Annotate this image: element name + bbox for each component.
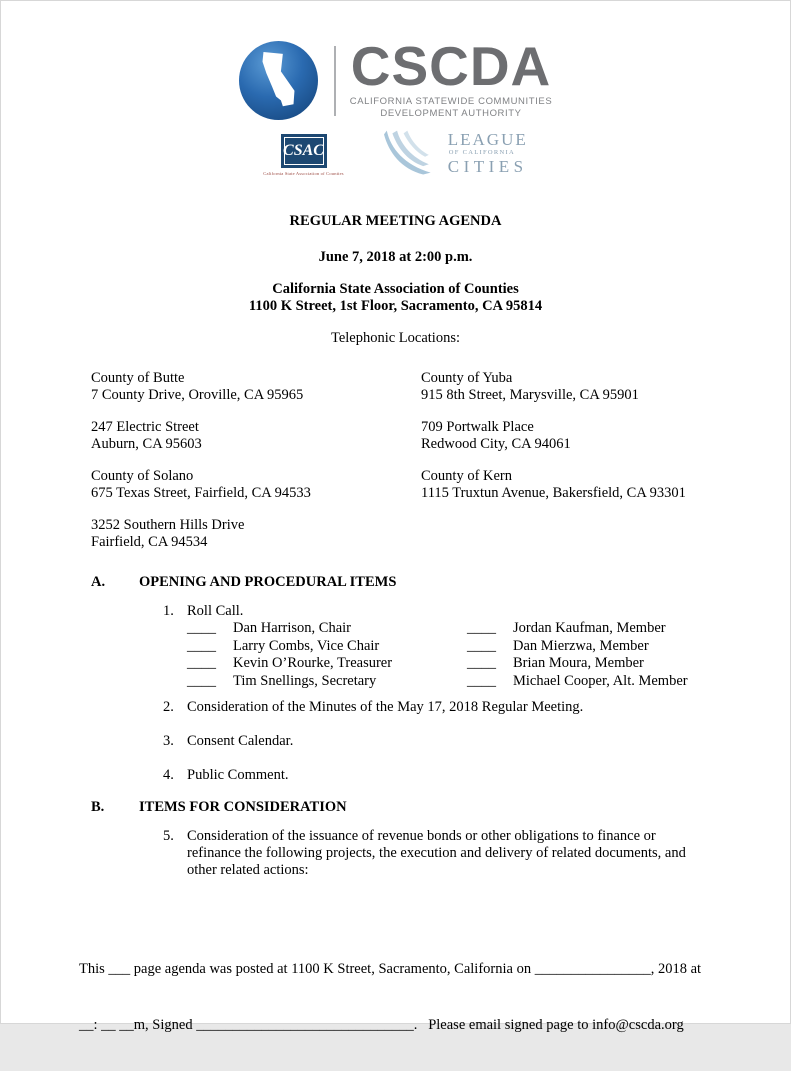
telephonic-locations-list	[91, 370, 790, 551]
item-number: 2.	[163, 699, 174, 715]
rollcall-blank: ____	[187, 637, 216, 654]
csac-caption: California State Association of Counties	[263, 171, 344, 176]
item-text: Roll Call.	[187, 603, 244, 619]
posting-note	[79, 923, 790, 1071]
cscda-logo	[1, 35, 790, 120]
venue-name: California State Association of Counties	[272, 281, 519, 297]
rollcall-blank: ____	[187, 655, 216, 671]
league-line1: LEAGUE	[447, 129, 528, 149]
posting-note-line2: __: __ __m, Signed ______________________________. Please email signed page to info@cscda.org	[79, 1016, 684, 1033]
meeting-venue	[1, 281, 790, 315]
meeting-datetime: June 7, 2018 at 2:00 p.m.	[318, 249, 473, 265]
roll-call-row	[187, 673, 790, 691]
item-number: 3.	[163, 733, 174, 749]
california-state-icon	[257, 50, 299, 112]
section-b-letter: B.	[91, 799, 105, 815]
agenda-item-1	[163, 603, 790, 620]
league-logo-text	[448, 131, 528, 176]
cscda-acronym: CSCDA	[350, 35, 552, 98]
location-cell: County of Butte 7 County Drive, Oroville, CA 95965	[91, 370, 304, 403]
location-cell: 247 Electric Street Auburn, CA 95603	[91, 419, 202, 452]
roll-call-row	[187, 638, 790, 656]
csac-logo-box: CSAC	[281, 134, 327, 168]
posting-note-line1: This ___ page agenda was posted at 1100 K Street, Sacramento, California on ________________, 2018 at	[79, 961, 702, 977]
venue-address: 1100 K Street, 1st Floor, Sacramento, CA 95814	[248, 298, 543, 314]
rollcall-blank: ____	[467, 620, 496, 636]
item-number: 1.	[163, 603, 174, 619]
location-cell: County of Kern 1115 Truxtun Avenue, Bakersfield, CA 93301	[421, 468, 686, 501]
section-a-letter: A.	[91, 574, 106, 590]
item-number: 5.	[163, 828, 174, 844]
csac-logo	[263, 134, 344, 176]
rollcall-name: Tim Snellings, Secretary	[233, 672, 377, 689]
cscda-tagline	[350, 96, 553, 120]
item-number: 4.	[163, 767, 174, 783]
roll-call-row	[187, 655, 790, 673]
rollcall-name: Dan Harrison, Chair	[233, 620, 351, 636]
rollcall-name: Brian Moura, Member	[513, 655, 644, 671]
roll-call-list	[187, 620, 790, 690]
rollcall-name: Kevin O’Rourke, Treasurer	[233, 655, 393, 671]
item-text: Consent Calendar.	[187, 733, 294, 749]
section-a-title: OPENING AND PROCEDURAL ITEMS	[139, 574, 397, 590]
item-text: Public Comment.	[187, 767, 289, 783]
rollcall-blank: ____	[467, 672, 496, 689]
rollcall-blank: ____	[467, 655, 496, 671]
roll-call-row	[187, 620, 790, 638]
league-of-california-cities-logo	[384, 129, 528, 177]
rollcall-name: Larry Combs, Vice Chair	[233, 637, 380, 654]
partner-logos	[1, 129, 790, 177]
rollcall-blank: ____	[467, 637, 496, 654]
location-cell: County of Solano 675 Texas Street, Fairfield, CA 94533	[91, 468, 311, 501]
location-cell: County of Yuba 915 8th Street, Marysville, CA 95901	[421, 370, 639, 403]
meeting-title: REGULAR MEETING AGENDA	[289, 213, 502, 229]
rollcall-blank: ____	[187, 620, 216, 636]
location-cell	[421, 517, 790, 551]
logo-divider	[334, 46, 336, 116]
section-b-title: ITEMS FOR CONSIDERATION	[139, 799, 347, 815]
rollcall-name: Michael Cooper, Alt. Member	[513, 672, 688, 689]
item-text: Consideration of the issuance of revenue bonds or other obligations to finance or refinance the following projects, the execution and delivery of related documents, and other related actions:	[187, 828, 686, 878]
agenda-item-2	[163, 699, 790, 716]
rollcall-blank: ____	[187, 672, 216, 689]
rollcall-name: Jordan Kaufman, Member	[513, 620, 666, 636]
location-cell: 3252 Southern Hills Drive Fairfield, CA 94534	[91, 517, 245, 550]
league-line3: CITIES	[447, 157, 528, 177]
league-line2: OF CALIFORNIA	[448, 148, 515, 156]
cscda-tagline-line1: CALIFORNIA STATEWIDE COMMUNITIES	[349, 95, 553, 107]
section-a-heading	[91, 574, 790, 591]
item-text: Consideration of the Minutes of the May 17, 2018 Regular Meeting.	[187, 699, 584, 715]
agenda-item-5	[163, 828, 790, 879]
cscda-tagline-line2: DEVELOPMENT AUTHORITY	[380, 107, 522, 119]
agenda-item-3	[163, 733, 790, 750]
location-cell: 709 Portwalk Place Redwood City, CA 94061	[421, 419, 571, 452]
rollcall-name: Dan Mierzwa, Member	[513, 637, 649, 654]
telephonic-locations-label: Telephonic Locations:	[330, 330, 461, 346]
section-b-heading	[91, 799, 790, 816]
agenda-item-4	[163, 767, 790, 784]
league-swoosh-icon	[384, 129, 440, 177]
cscda-logo-text	[349, 35, 553, 119]
california-globe-icon	[239, 41, 318, 120]
